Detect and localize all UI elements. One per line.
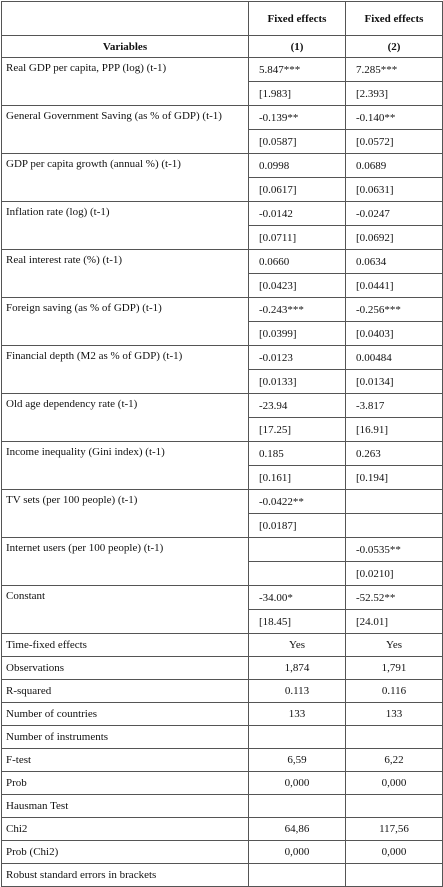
coef-col2: 0.263 [346, 442, 443, 466]
se-col1: [0.0617] [249, 178, 346, 202]
header-blank-cell [2, 2, 249, 36]
coef-col1: 5.847*** [249, 58, 346, 82]
se-col1: [0.0399] [249, 322, 346, 346]
se-col2: [0.0692] [346, 226, 443, 250]
stat-row [2, 818, 443, 841]
coef-col2 [346, 490, 443, 514]
coef-col1 [249, 538, 346, 562]
se-col1: [0.0587] [249, 130, 346, 154]
stat-col2: 6,22 [346, 749, 443, 772]
coef-col1: -34.00* [249, 586, 346, 610]
se-col2 [346, 514, 443, 538]
variable-label: Real GDP per capita, PPP (log) (t-1) [2, 58, 249, 106]
se-col2: [0.0210] [346, 562, 443, 586]
coef-col2: -52.52** [346, 586, 443, 610]
variable-label: Real interest rate (%) (t-1) [2, 250, 249, 298]
se-col1: [0.0133] [249, 370, 346, 394]
se-col2: [16.91] [346, 418, 443, 442]
stat-label: Number of instruments [2, 726, 249, 749]
variable-label: TV sets (per 100 people) (t-1) [2, 490, 249, 538]
stat-label: Prob (Chi2) [2, 841, 249, 864]
stat-row [2, 749, 443, 772]
stat-row [2, 703, 443, 726]
coef-col2: -0.0535** [346, 538, 443, 562]
variable-label: Inflation rate (log) (t-1) [2, 202, 249, 250]
coef-row [2, 442, 443, 466]
coef-row [2, 394, 443, 418]
col1-number: (1) [249, 36, 346, 58]
stat-col2: 0,000 [346, 841, 443, 864]
stat-col1: 1,874 [249, 657, 346, 680]
coef-col2: 7.285*** [346, 58, 443, 82]
se-col1: [0.0711] [249, 226, 346, 250]
coef-col2: -0.256*** [346, 298, 443, 322]
stat-col1: 0,000 [249, 841, 346, 864]
coef-row [2, 538, 443, 562]
stat-col2: 117,56 [346, 818, 443, 841]
variable-label: GDP per capita growth (annual %) (t-1) [2, 154, 249, 202]
stat-col1 [249, 864, 346, 887]
se-col2: [0.0572] [346, 130, 443, 154]
variable-label: Constant [2, 586, 249, 634]
coef-row [2, 58, 443, 82]
col2-number: (2) [346, 36, 443, 58]
stat-label: Hausman Test [2, 795, 249, 818]
stat-col1: Yes [249, 634, 346, 657]
stat-label: R-squared [2, 680, 249, 703]
stat-col2: 133 [346, 703, 443, 726]
variables-label: Variables [2, 36, 249, 58]
se-col2: [24.01] [346, 610, 443, 634]
se-col1: [0.0187] [249, 514, 346, 538]
se-col2: [0.194] [346, 466, 443, 490]
coef-row [2, 106, 443, 130]
se-col2: [0.0134] [346, 370, 443, 394]
coef-row [2, 586, 443, 610]
variable-label: Old age dependency rate (t-1) [2, 394, 249, 442]
stat-col1 [249, 726, 346, 749]
stat-row [2, 680, 443, 703]
se-col2: [0.0631] [346, 178, 443, 202]
se-col2: [0.0441] [346, 274, 443, 298]
stat-row [2, 841, 443, 864]
stat-col2: 0,000 [346, 772, 443, 795]
stat-col2 [346, 864, 443, 887]
coef-col2: -0.140** [346, 106, 443, 130]
stat-row [2, 864, 443, 887]
stat-col2 [346, 795, 443, 818]
col2-title: Fixed effects [346, 2, 443, 36]
coef-col2: 0.0689 [346, 154, 443, 178]
stat-col2: Yes [346, 634, 443, 657]
stat-col1: 64,86 [249, 818, 346, 841]
stat-col2: 1,791 [346, 657, 443, 680]
variable-label: Internet users (per 100 people) (t-1) [2, 538, 249, 586]
se-col2: [0.0403] [346, 322, 443, 346]
coef-row [2, 346, 443, 370]
stat-row [2, 634, 443, 657]
stat-label: Number of countries [2, 703, 249, 726]
coef-col1: -0.0422** [249, 490, 346, 514]
stat-row [2, 726, 443, 749]
se-col1: [1.983] [249, 82, 346, 106]
se-col1 [249, 562, 346, 586]
coef-col1: -0.0123 [249, 346, 346, 370]
coef-col1: -0.243*** [249, 298, 346, 322]
stat-label: Robust standard errors in brackets [2, 864, 249, 887]
stat-col1: 0,000 [249, 772, 346, 795]
coef-col1: 0.185 [249, 442, 346, 466]
coef-col1: -23.94 [249, 394, 346, 418]
se-col1: [0.161] [249, 466, 346, 490]
stat-label: Observations [2, 657, 249, 680]
stat-label: F-test [2, 749, 249, 772]
variable-label: Income inequality (Gini index) (t-1) [2, 442, 249, 490]
stat-col1: 133 [249, 703, 346, 726]
coef-col1: -0.0142 [249, 202, 346, 226]
coef-col2: 0.0634 [346, 250, 443, 274]
variable-label: General Government Saving (as % of GDP) (t-1) [2, 106, 249, 154]
variable-label: Financial depth (M2 as % of GDP) (t-1) [2, 346, 249, 394]
stat-row [2, 772, 443, 795]
stat-label: Prob [2, 772, 249, 795]
stat-col1: 6,59 [249, 749, 346, 772]
coef-row [2, 490, 443, 514]
coef-row [2, 202, 443, 226]
stat-col2 [346, 726, 443, 749]
stat-col2: 0.116 [346, 680, 443, 703]
se-col1: [0.0423] [249, 274, 346, 298]
coef-row [2, 298, 443, 322]
se-col2: [2.393] [346, 82, 443, 106]
coef-col2: -3.817 [346, 394, 443, 418]
stat-row [2, 657, 443, 680]
variable-label: Foreign saving (as % of GDP) (t-1) [2, 298, 249, 346]
stat-col1: 0.113 [249, 680, 346, 703]
coef-col1: 0.0998 [249, 154, 346, 178]
coef-col2: -0.0247 [346, 202, 443, 226]
coef-col2: 0.00484 [346, 346, 443, 370]
stat-label: Chi2 [2, 818, 249, 841]
regression-table [1, 1, 443, 887]
se-col1: [18.45] [249, 610, 346, 634]
stat-row [2, 795, 443, 818]
coef-row [2, 154, 443, 178]
col1-title: Fixed effects [249, 2, 346, 36]
coef-col1: -0.139** [249, 106, 346, 130]
coef-col1: 0.0660 [249, 250, 346, 274]
coef-row [2, 250, 443, 274]
stat-col1 [249, 795, 346, 818]
stat-label: Time-fixed effects [2, 634, 249, 657]
se-col1: [17.25] [249, 418, 346, 442]
